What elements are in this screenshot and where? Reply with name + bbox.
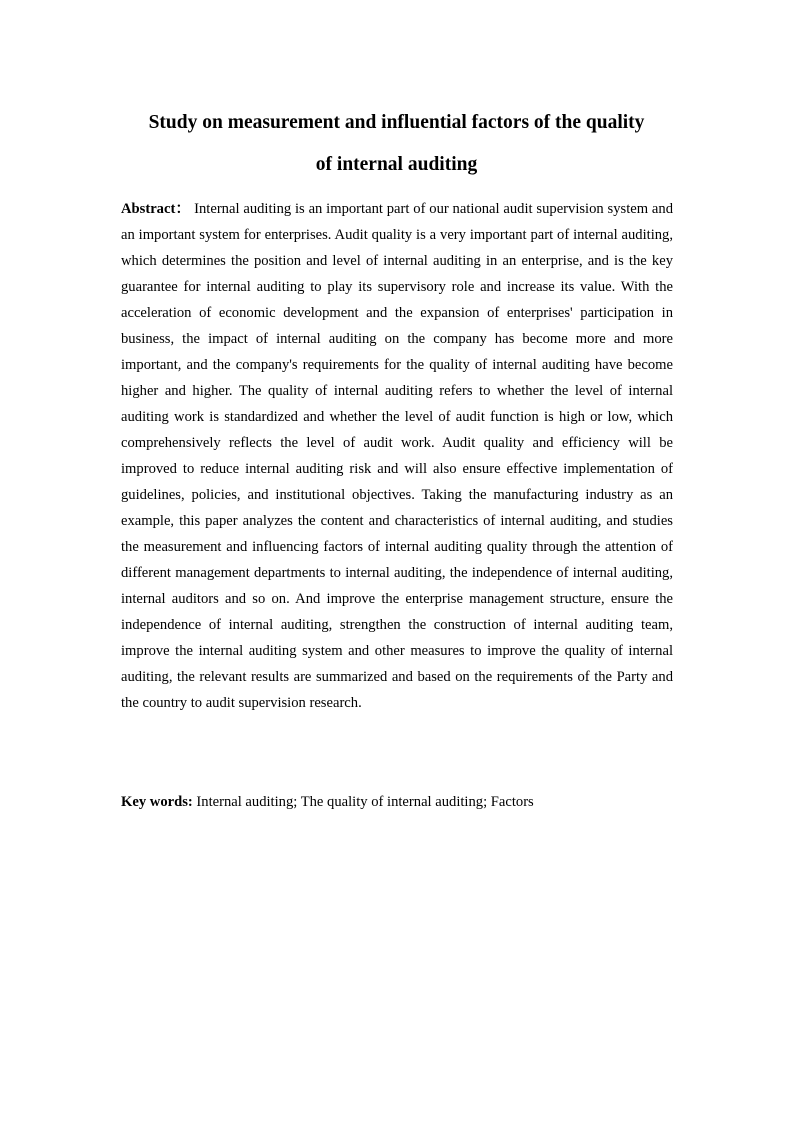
title-line-1: Study on measurement and influential factors of the quality <box>148 112 645 133</box>
abstract-text: Internal auditing is an important part of our national audit supervision system and an important system for enterprises. Audit quality is a very important part of internal auditing, which determines the position and level of internal auditing in an enterprise, and is the key guarantee for internal auditing to play its supervisory role and increase its value. With the acceleration of economic development and the expansion of enterprises' participation in business, the impact of internal auditing on the company has become more and more important, and the company's requirements for the quality of internal auditing have become higher and higher. The quality of internal auditing refers to whether the level of internal auditing work is standardized and whether the level of audit function is high or low, which comprehensively reflects the level of audit work. Audit quality and efficiency will be improved to reduce internal auditing risk and will also ensure effective implementation of guidelines, policies, and institutional objectives. Taking the manufacturing industry as an example, this paper analyzes the content and characteristics of internal auditing, and studies the measurement and influencing factors of internal auditing quality through the attention of different management departments to internal auditing, the independence of internal auditing, internal auditors and so on. And improve the enterprise management structure, ensure the independence of internal auditing, strengthen the construction of internal auditing team, improve the internal auditing system and other measures to improve the quality of internal auditing, the relevant results are summarized and based on the requirements of the Party and the country to audit supervision research. <box>121 201 673 711</box>
keywords-paragraph <box>121 789 673 815</box>
keywords-text: Internal auditing; The quality of internal auditing; Factors <box>196 794 534 810</box>
title-line-2: of internal auditing <box>315 154 478 175</box>
abstract-label: Abstract： <box>121 201 191 217</box>
keywords-label: Key words: <box>121 794 193 810</box>
abstract-paragraph <box>121 196 673 716</box>
paper-title <box>100 102 693 186</box>
